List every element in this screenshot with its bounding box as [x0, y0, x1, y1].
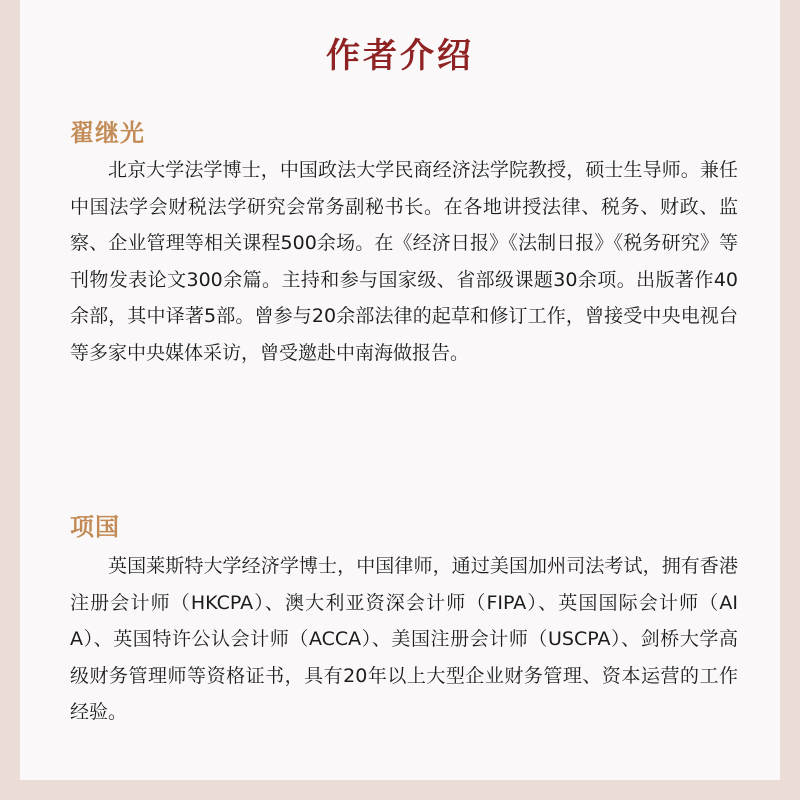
page-title: 作者介绍 — [326, 36, 474, 76]
author-name-2: 项国 — [70, 512, 120, 541]
author-bio-2: 英国莱斯特大学经济学博士，中国律师，通过美国加州司法考试，拥有香港注册会计师（HKCPA）、澳大利亚资深会计师（FIPA）、英国国际会计师（AIA）、英国特许公认会计师（ACCA）、美国注册会计师（USCPA）、剑桥大学高级财务管理师等资格证书，具有20年以上大型企业财务管理、资本运营的工作经验。 — [70, 555, 738, 723]
content-card — [20, 0, 780, 780]
author-bio-1: 北京大学法学博士，中国政法大学民商经济法学院教授，硕士生导师。兼任中国法学会财税法学研究会常务副秘书长。在各地讲授法律、税务、财政、监察、企业管理等相关课程500余场。在《经济日报》《法制日报》《税务研究》等刊物发表论文300余篇。主持和参与国家级、省部级课题30余项。出版著作40余部，其中译著5部。曾参与20余部法律的起草和修订工作，曾接受中央电视台等多家中央媒体采访，曾受邀赴中南海做报告。 — [70, 159, 738, 364]
author-name-1: 翟继光 — [70, 118, 145, 147]
